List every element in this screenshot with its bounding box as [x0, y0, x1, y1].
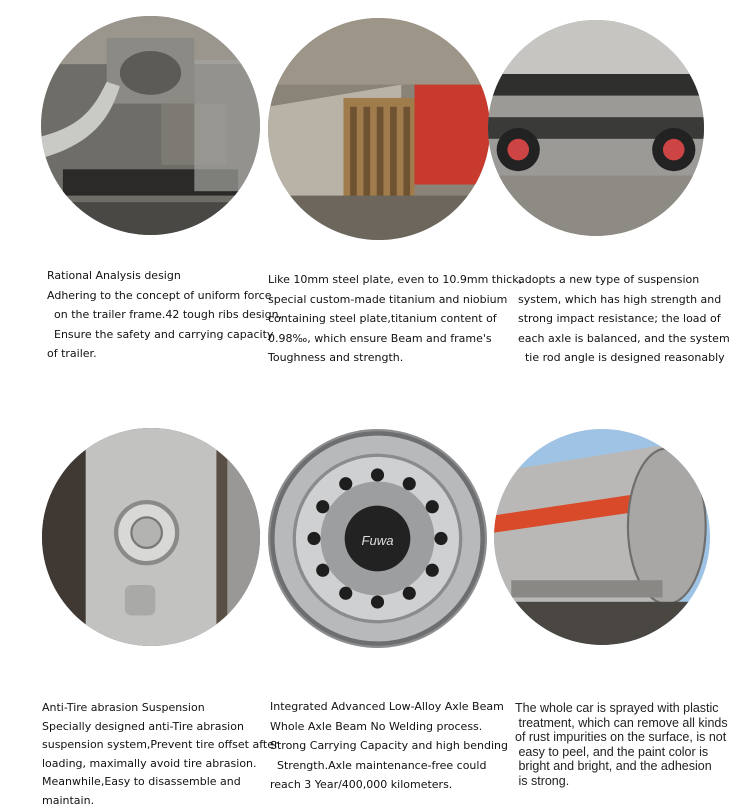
feature-line: maintain. — [42, 793, 95, 807]
feature-text-suspension — [518, 270, 730, 368]
hub-cap-label: Fuwa — [361, 533, 394, 549]
feature-line: Like 10mm steel plate, even to 10.9mm thick, — [268, 273, 523, 286]
feature-line: adopts a new type of suspension — [518, 273, 700, 286]
feature-line: of rust impurities on the surface, is not — [515, 730, 727, 744]
feature-line: Strong Carrying Capacity and high bending — [270, 739, 508, 752]
feature-line: Meanwhile,Easy to disassemble and — [42, 775, 241, 789]
feature-line: Integrated Advanced Low-Alloy Axle Beam — [270, 700, 504, 713]
feature-line: Whole Axle Beam No Welding process. — [270, 719, 483, 733]
feature-text-anti-tire-abrasion — [42, 699, 279, 811]
feature-line: suspension system,Prevent tire offset after — [42, 738, 279, 752]
feature-line: Adhering to the concept of uniform force — [47, 288, 272, 302]
feature-line: each axle is balanced, and the system — [518, 331, 730, 345]
feature-line: special custom-made titanium and niobium — [268, 292, 508, 306]
feature-line: The whole car is sprayed with plastic — [515, 701, 719, 715]
anti-tire-abrasion-photo — [42, 428, 260, 646]
suspension-axle-photo — [488, 20, 704, 236]
feature-line: strong impact resistance; the load of — [518, 312, 721, 325]
feature-line: treatment, which can remove all kinds — [515, 715, 728, 730]
feature-line: Specially designed anti-Tire abrasion — [42, 719, 244, 733]
feature-line: is strong. — [515, 773, 570, 788]
feature-line: Ensure the safety and carrying capacity — [47, 327, 274, 341]
feature-line: system, which has high strength and — [518, 292, 722, 306]
steel-plate-ribs-photo — [268, 18, 490, 240]
feature-line: Strength.Axle maintenance-free could — [270, 758, 487, 772]
feature-line: loading, maximally avoid tire abrasion. — [42, 756, 257, 770]
feature-line: Anti-Tire abrasion Suspension — [42, 701, 205, 714]
feature-line: of trailer. — [47, 347, 97, 360]
feature-line: easy to peel, and the paint color is — [515, 744, 709, 759]
chassis-pipes-photo — [41, 16, 260, 235]
feature-line: 0.98‰, which ensure Beam and frame's — [268, 331, 492, 345]
feature-line: Rational Analysis design — [47, 269, 181, 282]
wheel-hub-photo — [268, 429, 487, 648]
feature-line: containing steel plate,titanium content of — [268, 312, 497, 325]
feature-line: reach 3 Year/400,000 kilometers. — [270, 778, 453, 791]
feature-line: Toughness and strength. — [268, 351, 404, 364]
feature-line: tie rod angle is designed reasonably — [518, 351, 725, 364]
painted-tanker-photo — [494, 429, 710, 645]
feature-line: bright and bright, and the adhesion — [515, 759, 712, 773]
feature-text-rational-analysis — [47, 266, 282, 364]
feature-text-plastic-spray — [515, 701, 728, 788]
feature-text-axle-beam — [270, 697, 508, 795]
feature-line: on the trailer frame.42 tough ribs design, — [47, 308, 283, 321]
feature-text-steel-plate — [268, 270, 522, 368]
